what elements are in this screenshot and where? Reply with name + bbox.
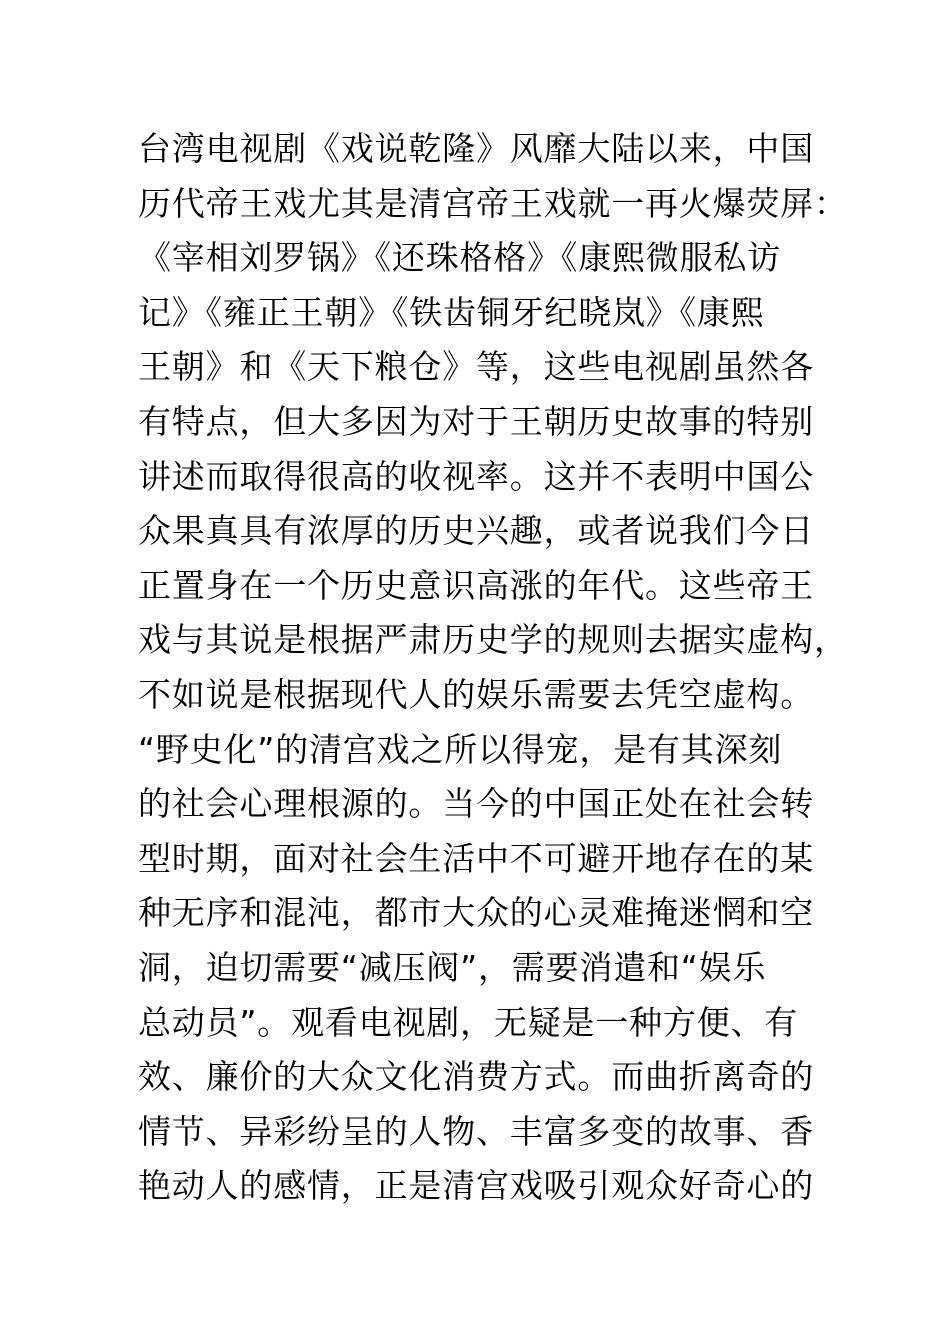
text-line: 众果真具有浓厚的历史兴趣，或者说我们今日 — [138, 511, 814, 551]
body-paragraph — [138, 122, 848, 1214]
text-line: 《宰相刘罗锅》《还珠格格》《康熙微服私访 — [138, 238, 781, 278]
text-line: 效、廉价的大众文化消费方式。而曲折离奇的 — [138, 1057, 814, 1097]
text-line: 种无序和混沌，都市大众的心灵难掩迷惘和空 — [138, 893, 814, 933]
text-line: 情节、异彩纷呈的人物、丰富多变的故事、香 — [138, 1111, 814, 1151]
text-line: 讲述而取得很高的收视率。这并不表明中国公 — [138, 456, 814, 496]
text-line: 有特点，但大多因为对于王朝历史故事的特别 — [138, 401, 814, 441]
text-line: 不如说是根据现代人的娱乐需要去凭空虚构。 — [138, 674, 814, 714]
text-line: 王朝》和《天下粮仓》等，这些电视剧虽然各 — [138, 347, 814, 387]
text-line: 的社会心理根源的。当今的中国正处在社会转 — [138, 784, 814, 824]
text-line: 记》《雍正王朝》《铁齿铜牙纪晓岚》《康熙 — [138, 292, 765, 332]
text-line: 历代帝王戏尤其是清宫帝王戏就一再火爆荧屏： — [138, 183, 848, 223]
text-line: 戏与其说是根据严肃历史学的规则去据实虚构， — [138, 620, 848, 660]
text-line: 台湾电视剧《戏说乾隆》风靡大陆以来，中国 — [138, 129, 814, 168]
text-line: 艳动人的感情，正是清宫戏吸引观众好奇心的 — [138, 1166, 814, 1206]
text-line: 型时期，面对社会生活中不可避开地存在的某 — [138, 838, 814, 878]
text-line: 正置身在一个历史意识高涨的年代。这些帝王 — [138, 565, 814, 605]
text-line: “野史化”的清宫戏之所以得宠，是有其深刻 — [138, 729, 783, 769]
text-line: 总动员”。观看电视剧，无疑是一种方便、有 — [138, 1002, 799, 1042]
text-line: 洞，迫切需要“减压阀”，需要消遣和“娱乐 — [138, 947, 767, 987]
